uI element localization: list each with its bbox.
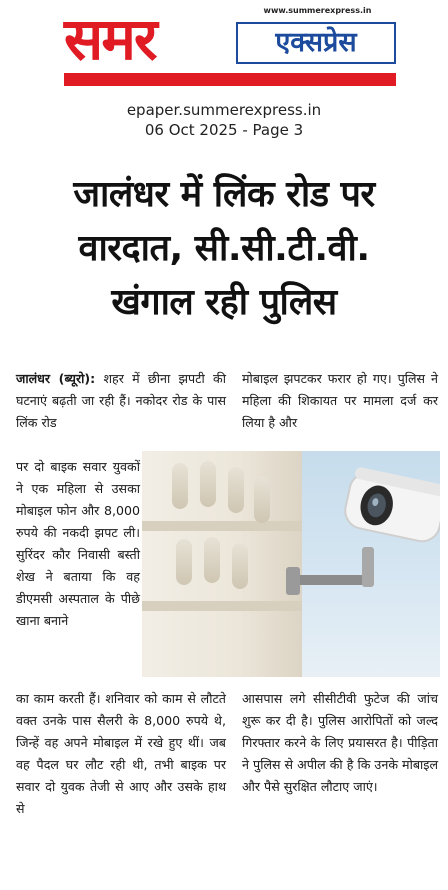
cctv-camera-icon bbox=[262, 451, 440, 677]
building-slat bbox=[204, 537, 220, 583]
column-1-top bbox=[16, 368, 226, 434]
headline-line-1: जालंधर में लिंक रोड पर bbox=[73, 174, 375, 215]
logo-sub-text: एक्सप्रेस bbox=[275, 27, 357, 58]
logo-main-text: समर bbox=[64, 5, 156, 73]
site-url: epaper.summerexpress.in bbox=[126, 101, 322, 119]
column-1-bottom: का काम करती हैं। शनिवार को काम से लौटते वक्त उनके पास सैलरी के 8,000 रुपये थे, जिन्हें वह अपने मोबाइल में रखे हुए थीं। जब वह पैदल घर लौट रही थी, तभी बाइक पर सवार दो युवक तेजी से आए और उसके हाथ से bbox=[16, 691, 226, 816]
headline-line-2: वारदात, सी.सी.टी.वी. bbox=[78, 228, 370, 269]
article-photo bbox=[142, 451, 440, 677]
column-1-side: पर दो बाइक सवार युवकों ने एक महिला से उसका मोबाइल फोन और 8,000 रुपये की नकदी झपट ली। सुरिंदर कौर निवासी बस्ती शेख ने बताया कि वह डीएमसी अस्पताल के पीछे खाना बनाने bbox=[16, 459, 140, 628]
column-2-top: मोबाइल झपटकर फरार हो गए। पुलिस ने महिला की शिकायत पर मामला दर्ज कर लिया है और bbox=[242, 371, 438, 430]
column-1-top-text: शहर में छीना झपटी की घटनाएं बढ़ती जा रही हैं। नकोदर रोड के पास लिंक रोड bbox=[16, 371, 226, 430]
building-slat bbox=[172, 463, 188, 509]
building-slat bbox=[232, 543, 248, 589]
masthead bbox=[64, 4, 396, 86]
logo-red-bar bbox=[64, 73, 396, 86]
edition-date-page: 06 Oct 2025 - Page 3 bbox=[144, 121, 304, 139]
logo-url: www.summerexpress.in bbox=[263, 6, 372, 15]
building-slat bbox=[176, 539, 192, 585]
headline bbox=[14, 168, 434, 330]
dateline: जालंधर (ब्यूरो): bbox=[16, 371, 96, 386]
headline-line-3: खंगाल रही पुलिस bbox=[111, 282, 337, 323]
logo-sub-box bbox=[236, 22, 396, 64]
column-2-bottom: आसपास लगे सीसीटीवी फुटेज की जांच शुरू कर दी है। पुलिस आरोपितों को जल्द गिरफ्तार करने के लिए प्रयासरत है। पीड़िता ने पुलिस से अपील की है कि उनके मोबाइल और पैसे सुरक्षित लौटाए जाएं। bbox=[242, 691, 438, 794]
building-slat bbox=[200, 461, 216, 507]
building-slat bbox=[228, 467, 244, 513]
